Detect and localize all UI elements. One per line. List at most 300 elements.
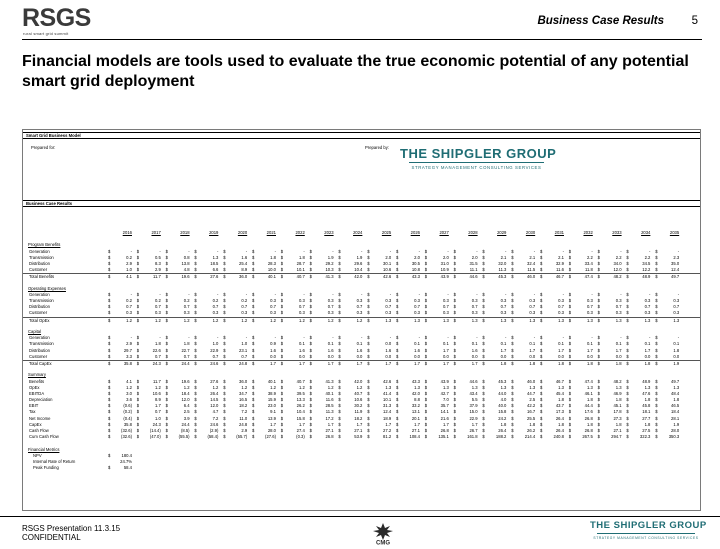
dollar-sign: $ bbox=[252, 267, 255, 273]
cell-value: 0.7 bbox=[154, 304, 161, 310]
dollar-sign: $ bbox=[367, 335, 370, 341]
dollar-sign: $ bbox=[338, 378, 341, 384]
dollar-sign: $ bbox=[367, 267, 370, 273]
cell-value: 1.7 bbox=[644, 347, 651, 353]
cell-value: 17.2 bbox=[325, 415, 334, 421]
dollar-sign: $ bbox=[453, 360, 456, 366]
dollar-sign: $ bbox=[136, 347, 140, 353]
row-label: Benefits bbox=[29, 378, 45, 384]
cell-value: 18.1 bbox=[642, 409, 651, 415]
cell-value: (32.6) bbox=[121, 428, 132, 433]
dollar-sign: $ bbox=[252, 341, 255, 347]
cell-value: 45.4 bbox=[555, 390, 564, 396]
dollar-sign: $ bbox=[108, 409, 111, 415]
cell-value: 38.9 bbox=[267, 390, 276, 396]
cell-value: 0.3 bbox=[270, 310, 276, 316]
cell-value: 188.2 bbox=[495, 434, 507, 440]
cell-value: 14.1 bbox=[440, 409, 449, 415]
cell-value: 10.0 bbox=[267, 267, 276, 273]
cell-value: 28.0 bbox=[267, 428, 276, 433]
dollar-sign: $ bbox=[424, 403, 428, 409]
dollar-sign: $ bbox=[540, 304, 543, 310]
cell-value: 0.3 bbox=[644, 310, 651, 316]
cell-value: 1.8 bbox=[529, 360, 536, 366]
cell-value: 25.5 bbox=[527, 415, 536, 421]
dollar-sign: $ bbox=[194, 397, 197, 403]
cell-value: 11.6 bbox=[325, 397, 334, 403]
year-header: 2029 bbox=[497, 230, 507, 235]
cell-value: 0.0 bbox=[414, 353, 420, 359]
cell-value: - bbox=[447, 335, 449, 341]
cell-value: 2.2 bbox=[586, 254, 593, 260]
dollar-sign: $ bbox=[165, 421, 168, 427]
dollar-sign: $ bbox=[453, 267, 456, 273]
model-title: Smart Grid Business Model bbox=[26, 133, 81, 138]
cell-value: 37.9 bbox=[469, 403, 478, 409]
cell-value: 31.0 bbox=[440, 260, 449, 266]
dollar-sign: $ bbox=[396, 360, 399, 366]
cell-value: 46.1 bbox=[584, 390, 593, 396]
dollar-sign: $ bbox=[223, 378, 226, 384]
cell-value: 1.8 bbox=[500, 421, 507, 427]
cell-value: 43.3 bbox=[411, 274, 420, 280]
cell-value: 1.3 bbox=[558, 384, 564, 390]
dollar-sign: $ bbox=[424, 291, 428, 297]
cell-value: - bbox=[274, 248, 276, 254]
cell-value: 322.3 bbox=[639, 434, 651, 440]
dollar-sign: $ bbox=[597, 421, 600, 427]
cell-value: - bbox=[533, 248, 536, 254]
cell-value: - bbox=[303, 248, 305, 254]
dollar-sign: $ bbox=[626, 384, 629, 390]
footer-rule bbox=[0, 516, 720, 517]
dollar-sign: $ bbox=[482, 274, 485, 280]
dollar-sign: $ bbox=[626, 378, 629, 384]
dollar-sign: $ bbox=[223, 421, 226, 427]
dollar-sign: $ bbox=[540, 347, 543, 353]
cell-value: 26.4 bbox=[555, 415, 564, 421]
cell-value: 1.8 bbox=[586, 397, 593, 403]
cell-value: 1.2 bbox=[183, 317, 190, 323]
cell-value: 11.6 bbox=[556, 267, 564, 273]
dollar-sign: $ bbox=[367, 347, 370, 353]
dollar-sign: $ bbox=[655, 421, 658, 427]
cell-value: 1.7 bbox=[558, 347, 564, 353]
dollar-sign: $ bbox=[280, 347, 284, 353]
dollar-sign: $ bbox=[511, 304, 514, 310]
cell-value: 44.7 bbox=[527, 390, 536, 396]
dollar-sign: $ bbox=[540, 409, 543, 415]
cell-value: 1.7 bbox=[327, 421, 334, 427]
dollar-sign: $ bbox=[396, 298, 399, 304]
dollar-sign: $ bbox=[453, 390, 456, 396]
dollar-sign: $ bbox=[453, 378, 456, 384]
dollar-sign: $ bbox=[511, 254, 514, 260]
dollar-sign: $ bbox=[223, 397, 226, 403]
cell-value: - bbox=[418, 335, 420, 341]
cell-value: - bbox=[648, 248, 651, 254]
dollar-sign: $ bbox=[367, 428, 370, 433]
cell-value: 26.8 bbox=[325, 434, 334, 440]
row-label: Cash Flow bbox=[29, 428, 49, 433]
dollar-sign: $ bbox=[482, 248, 485, 254]
cell-value: 27.5 bbox=[642, 428, 651, 433]
dollar-sign: $ bbox=[453, 434, 456, 440]
cell-value: 0.7 bbox=[558, 304, 564, 310]
cell-value: - bbox=[677, 248, 680, 254]
dollar-sign: $ bbox=[626, 353, 629, 359]
cell-value: 8.8 bbox=[414, 397, 420, 403]
dollar-sign: $ bbox=[655, 304, 658, 310]
dollar-sign: $ bbox=[424, 254, 428, 260]
cell-value: 1.0 bbox=[126, 267, 132, 273]
cell-value: 267.5 bbox=[582, 434, 593, 440]
cell-value: 46.0 bbox=[527, 378, 536, 384]
cell-value: 2.3 bbox=[673, 254, 680, 260]
cell-value: 0.3 bbox=[529, 310, 536, 316]
dollar-sign: $ bbox=[165, 434, 168, 440]
dollar-sign: $ bbox=[396, 267, 399, 273]
dollar-sign: $ bbox=[136, 317, 140, 323]
cell-value: 0.3 bbox=[212, 310, 219, 316]
dollar-sign: $ bbox=[396, 397, 399, 403]
prepared-for-label: Prepared for: bbox=[31, 145, 56, 150]
cell-value: 1.6 bbox=[298, 347, 305, 353]
cell-value: 1.0 bbox=[212, 341, 219, 347]
dollar-sign: $ bbox=[252, 347, 255, 353]
cell-value: - bbox=[216, 291, 219, 297]
dollar-sign: $ bbox=[280, 409, 284, 415]
dollar-sign: $ bbox=[424, 310, 428, 316]
cell-value: 42.6 bbox=[383, 274, 392, 280]
dollar-sign: $ bbox=[338, 274, 341, 280]
logo-text: RSGS bbox=[22, 4, 91, 32]
cell-value: - bbox=[332, 335, 334, 341]
dollar-sign: $ bbox=[626, 254, 629, 260]
dollar-sign: $ bbox=[453, 397, 456, 403]
dollar-sign: $ bbox=[597, 248, 600, 254]
dollar-sign: $ bbox=[597, 403, 600, 409]
dollar-sign: $ bbox=[655, 248, 658, 254]
cell-value: 1.8 bbox=[673, 397, 680, 403]
cell-value: 17.8 bbox=[613, 409, 622, 415]
dollar-sign: $ bbox=[223, 274, 226, 280]
cell-value: 0.3 bbox=[154, 310, 161, 316]
cell-value: 0.0 bbox=[644, 353, 651, 359]
dollar-sign: $ bbox=[424, 341, 428, 347]
cell-value: 4.1 bbox=[126, 274, 132, 280]
dollar-sign: $ bbox=[280, 403, 284, 409]
cell-value: 42.2 bbox=[527, 403, 536, 409]
dollar-sign: $ bbox=[165, 409, 168, 415]
cell-value: 24.6 bbox=[210, 421, 219, 427]
year-header: 2030 bbox=[525, 230, 536, 235]
dollar-sign: $ bbox=[194, 415, 197, 421]
cell-value: 2.0 bbox=[414, 254, 420, 260]
dollar-sign: $ bbox=[165, 341, 168, 347]
dollar-sign: $ bbox=[338, 384, 341, 390]
cell-value: 29.7 bbox=[123, 347, 132, 353]
dollar-sign: $ bbox=[511, 415, 514, 421]
row-label: Total Benefits bbox=[29, 274, 55, 280]
cell-value: 1.8 bbox=[644, 421, 651, 427]
cell-value: 41.3 bbox=[325, 274, 334, 280]
cell-value: 0.3 bbox=[270, 298, 276, 304]
dollar-sign: $ bbox=[453, 384, 456, 390]
cell-value: - bbox=[274, 291, 276, 297]
cell-value: 2.2 bbox=[644, 254, 651, 260]
dollar-sign: $ bbox=[511, 409, 514, 415]
dollar-sign: $ bbox=[309, 360, 312, 366]
dollar-sign: $ bbox=[252, 403, 255, 409]
cell-value: 12.4 bbox=[383, 409, 392, 415]
dollar-sign: $ bbox=[194, 403, 197, 409]
cell-value: - bbox=[188, 248, 190, 254]
cell-value: 0.2 bbox=[126, 254, 132, 260]
dollar-sign: $ bbox=[136, 421, 140, 427]
cell-value: 41.4 bbox=[383, 390, 392, 396]
cell-value: 35.8 bbox=[123, 360, 132, 366]
dollar-sign: $ bbox=[280, 390, 284, 396]
cell-value: 0.7 bbox=[212, 304, 219, 310]
dollar-sign: $ bbox=[165, 360, 168, 366]
dollar-sign: $ bbox=[108, 260, 111, 266]
row-label: Tax bbox=[29, 409, 36, 415]
year-header: 2019 bbox=[209, 230, 219, 235]
cell-value: 1.8 bbox=[270, 254, 276, 260]
dollar-sign: $ bbox=[252, 390, 255, 396]
dollar-sign: $ bbox=[165, 390, 168, 396]
dollar-sign: $ bbox=[338, 360, 341, 366]
year-header: 2027 bbox=[439, 230, 449, 235]
dollar-sign: $ bbox=[424, 317, 428, 323]
dollar-sign: $ bbox=[597, 409, 600, 415]
cell-value: 32.9 bbox=[555, 260, 564, 266]
cell-value: 1.3 bbox=[615, 384, 622, 390]
cell-value: 28.3 bbox=[267, 260, 276, 266]
dollar-sign: $ bbox=[511, 434, 514, 440]
cell-value: 1.2 bbox=[356, 384, 363, 390]
shipgler-tagline: STRATEGY MANAGEMENT CONSULTING SERVICES bbox=[411, 165, 542, 170]
cell-value: 1.2 bbox=[126, 384, 132, 390]
dollar-sign: $ bbox=[597, 310, 600, 316]
dollar-sign: $ bbox=[367, 378, 370, 384]
dollar-sign: $ bbox=[194, 304, 197, 310]
cell-value: - bbox=[476, 335, 478, 341]
cell-value: 350.3 bbox=[668, 434, 680, 440]
dollar-sign: $ bbox=[252, 409, 255, 415]
dollar-sign: $ bbox=[482, 341, 485, 347]
cell-value: 3.3 bbox=[126, 353, 132, 359]
cell-value: 3.6 bbox=[126, 397, 132, 403]
dollar-sign: $ bbox=[655, 409, 658, 415]
dollar-sign: $ bbox=[511, 274, 514, 280]
dollar-sign: $ bbox=[424, 415, 428, 421]
cell-value: 6.6 bbox=[212, 267, 219, 273]
dollar-sign: $ bbox=[597, 298, 600, 304]
cell-value: 13.3 bbox=[296, 397, 305, 403]
cell-value: 0.7 bbox=[327, 304, 334, 310]
cell-value: 32.4 bbox=[527, 260, 536, 266]
cell-value: 1.7 bbox=[154, 403, 161, 409]
cell-value: 1.2 bbox=[298, 384, 305, 390]
dollar-sign: $ bbox=[252, 291, 255, 297]
cell-value: (0.3) bbox=[296, 434, 305, 440]
cell-value: 24.8 bbox=[239, 421, 248, 427]
dollar-sign: $ bbox=[252, 434, 255, 440]
dollar-sign: $ bbox=[252, 360, 255, 366]
cell-value: 44.6 bbox=[469, 274, 478, 280]
dollar-sign: $ bbox=[367, 360, 370, 366]
cell-value: (55.7) bbox=[236, 434, 248, 440]
cell-value: 1.6 bbox=[414, 347, 420, 353]
dollar-sign: $ bbox=[396, 347, 399, 353]
dollar-sign: $ bbox=[396, 421, 399, 427]
dollar-sign: $ bbox=[367, 390, 370, 396]
cell-value: 0.7 bbox=[500, 304, 507, 310]
cell-value: 30.5 bbox=[411, 260, 420, 266]
dollar-sign: $ bbox=[568, 304, 572, 310]
dollar-sign: $ bbox=[597, 360, 600, 366]
dollar-sign: $ bbox=[280, 291, 284, 297]
cell-value: 42.7 bbox=[440, 390, 449, 396]
cell-value: 24.3 bbox=[152, 360, 161, 366]
dollar-sign: $ bbox=[280, 434, 284, 440]
cell-value: 1.7 bbox=[471, 360, 478, 366]
dollar-sign: $ bbox=[655, 298, 658, 304]
dollar-sign: $ bbox=[540, 378, 543, 384]
row-label: Customer bbox=[29, 267, 48, 273]
dollar-sign: $ bbox=[626, 434, 629, 440]
dollar-sign: $ bbox=[482, 403, 485, 409]
dollar-sign: $ bbox=[568, 341, 572, 347]
cell-value: 19.6 bbox=[181, 274, 190, 280]
dollar-sign: $ bbox=[108, 415, 111, 421]
cell-value: 46.9 bbox=[613, 390, 622, 396]
dollar-sign: $ bbox=[424, 360, 428, 366]
dollar-sign: $ bbox=[223, 428, 226, 433]
dollar-sign: $ bbox=[223, 353, 226, 359]
dollar-sign: $ bbox=[540, 341, 543, 347]
cell-value: 1.2 bbox=[270, 384, 276, 390]
dollar-sign: $ bbox=[568, 267, 572, 273]
cell-value: - bbox=[360, 248, 363, 254]
cell-value: 31.3 bbox=[383, 403, 392, 409]
dollar-sign: $ bbox=[626, 409, 629, 415]
metric-value: 58.4 bbox=[123, 465, 132, 471]
row-label: Distribution bbox=[29, 304, 50, 310]
cell-value: 30.1 bbox=[383, 260, 392, 266]
dollar-sign: $ bbox=[597, 378, 600, 384]
cell-value: - bbox=[159, 248, 161, 254]
dollar-sign: $ bbox=[424, 428, 428, 433]
cell-value: 0.0 bbox=[270, 353, 276, 359]
dollar-sign: $ bbox=[626, 267, 629, 273]
dollar-sign: $ bbox=[338, 298, 341, 304]
cell-value: - bbox=[591, 291, 593, 297]
cell-value: (27.6) bbox=[265, 434, 276, 440]
cell-value: 0.3 bbox=[183, 310, 190, 316]
dollar-sign: $ bbox=[655, 254, 658, 260]
cell-value: 12.2 bbox=[642, 267, 651, 273]
cell-value: 0.1 bbox=[471, 341, 478, 347]
dollar-sign: $ bbox=[338, 353, 341, 359]
cell-value: - bbox=[504, 248, 507, 254]
cell-value: 3.0 bbox=[126, 390, 132, 396]
dollar-sign: $ bbox=[626, 310, 629, 316]
dollar-sign: $ bbox=[136, 378, 140, 384]
dollar-sign: $ bbox=[540, 298, 543, 304]
cmg-logo-mark bbox=[368, 521, 398, 545]
dollar-sign: $ bbox=[540, 274, 543, 280]
dollar-sign: $ bbox=[108, 390, 111, 396]
dollar-sign: $ bbox=[482, 267, 485, 273]
dollar-sign: $ bbox=[338, 335, 341, 341]
dollar-sign: $ bbox=[338, 248, 341, 254]
cell-value: 1.3 bbox=[500, 317, 507, 323]
dollar-sign: $ bbox=[453, 353, 456, 359]
cell-value: 40.7 bbox=[296, 274, 305, 280]
dollar-sign: $ bbox=[280, 378, 284, 384]
cell-value: 18.9 bbox=[383, 415, 392, 421]
dollar-sign: $ bbox=[309, 397, 312, 403]
dollar-sign: $ bbox=[367, 317, 370, 323]
dollar-sign: $ bbox=[309, 378, 312, 384]
cell-value: 2.0 bbox=[385, 254, 392, 260]
cell-value: 1.3 bbox=[673, 384, 680, 390]
dollar-sign: $ bbox=[626, 260, 629, 266]
dollar-sign: $ bbox=[194, 335, 197, 341]
cell-value: 0.0 bbox=[586, 353, 593, 359]
dollar-sign: $ bbox=[511, 360, 514, 366]
model-title-bar bbox=[23, 132, 700, 139]
cell-value: 26.2 bbox=[527, 428, 536, 433]
cell-value: 0.0 bbox=[442, 353, 449, 359]
cell-value: 1.7 bbox=[385, 360, 392, 366]
cell-value: 0.9 bbox=[270, 341, 276, 347]
cell-value: 1.3 bbox=[500, 384, 507, 390]
dollar-sign: $ bbox=[165, 428, 168, 433]
dollar-sign: $ bbox=[223, 254, 226, 260]
dollar-sign: $ bbox=[482, 260, 485, 266]
dollar-sign: $ bbox=[367, 310, 370, 316]
cell-value: 12.4 bbox=[671, 267, 680, 273]
dollar-sign: $ bbox=[136, 341, 140, 347]
cell-value: 11.1 bbox=[469, 267, 478, 273]
dollar-sign: $ bbox=[453, 298, 456, 304]
row-label: Net Income bbox=[29, 415, 51, 421]
cell-value: 24.8 bbox=[239, 360, 248, 366]
dollar-sign: $ bbox=[309, 341, 312, 347]
cell-value: 0.7 bbox=[673, 304, 680, 310]
year-header: 2021 bbox=[266, 230, 276, 235]
dollar-sign: $ bbox=[655, 397, 658, 403]
cell-value: 42.0 bbox=[354, 274, 363, 280]
cell-value: 0.3 bbox=[298, 310, 305, 316]
cell-value: 1.7 bbox=[414, 421, 420, 427]
dollar-sign: $ bbox=[453, 310, 456, 316]
cell-value: 1.7 bbox=[529, 347, 536, 353]
cell-value: 1.2 bbox=[327, 317, 334, 323]
cell-value: 9.1 bbox=[270, 409, 276, 415]
dollar-sign: $ bbox=[280, 248, 284, 254]
dollar-sign: $ bbox=[396, 304, 399, 310]
cell-value: 0.3 bbox=[327, 310, 334, 316]
cell-value: - bbox=[389, 248, 392, 254]
dollar-sign: $ bbox=[252, 310, 255, 316]
dollar-sign: $ bbox=[453, 254, 456, 260]
cell-value: 0.7 bbox=[298, 304, 305, 310]
